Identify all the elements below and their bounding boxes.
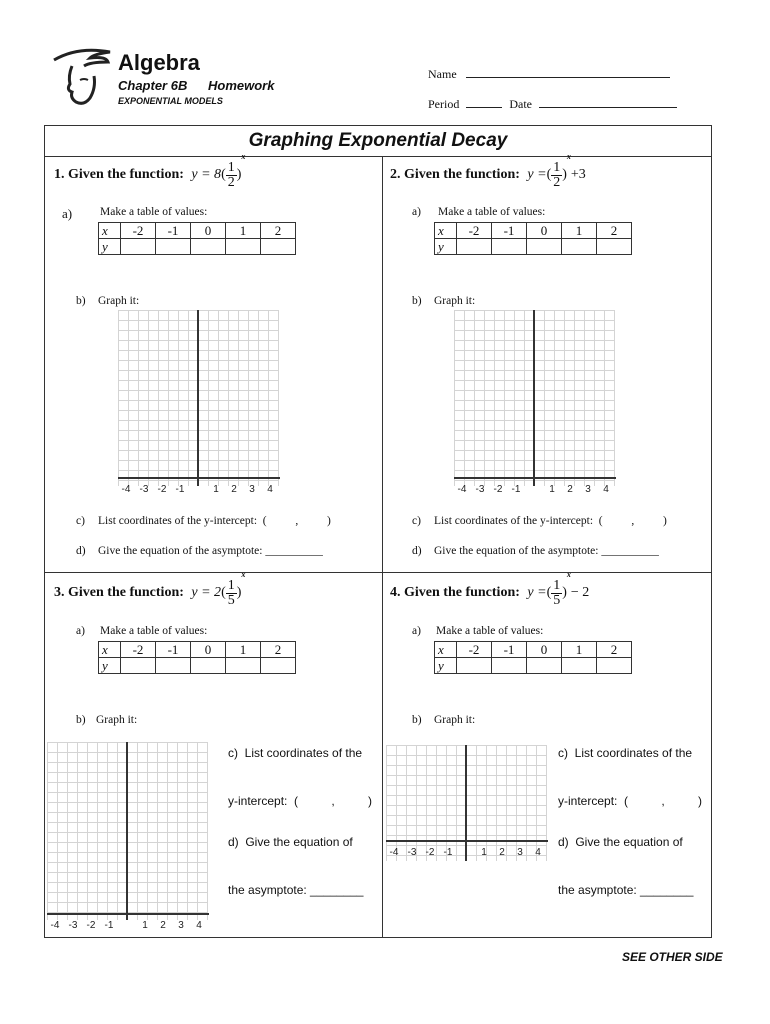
axis-tick-label: -4 [457,484,467,495]
table-y-cell[interactable] [492,239,527,255]
axis-tick-label: -1 [443,847,453,858]
table-x-header: x [435,223,457,239]
table-y-cell[interactable] [156,658,191,674]
problem-4-values-table [434,641,632,674]
problem-4-part-c-line1: c) List coordinates of the [558,746,693,760]
problem-4-b-label: b) [412,714,422,726]
problem-2-values-table [434,222,632,255]
table-y-cell[interactable] [457,658,492,674]
axis-tick-label: 4 [603,484,609,495]
problem-2-b-label: b) [412,295,422,307]
problem-2-number: 2. [390,167,401,183]
table-y-cell[interactable] [226,658,261,674]
problem-1-number: 1. [54,167,65,183]
problem-1-values-table [98,222,296,255]
problem-1-exponent: x [241,152,246,161]
problem-2-part-d: Give the equation of the asymptote: __________ [434,545,659,557]
see-other-side-note: SEE OTHER SIDE [622,950,723,964]
problem-3-part-a: Make a table of values: [100,625,208,637]
problem-4-eq-lhs: y = [527,585,547,601]
problem-3-values-table [98,641,296,674]
table-y-cell[interactable] [226,239,261,255]
problem-3-part-b: Graph it: [96,714,138,726]
table-y-cell[interactable] [597,658,632,674]
table-x-cell: -1 [492,223,527,239]
axis-tick-label: 2 [160,920,166,931]
problem-2-part-c: List coordinates of the y-intercept: ( , ) [434,515,667,527]
date-label: Date [509,97,532,111]
table-x-cell: 2 [261,642,296,658]
problem-3-a-label: a) [76,625,85,637]
problem-1-eq-lhs: y = 8 [191,167,222,183]
axis-tick-label: 2 [567,484,573,495]
problem-1-b-label: b) [76,295,86,307]
axis-tick-label: -1 [175,484,185,495]
name-blank[interactable] [466,65,670,78]
problem-4-part-b: Graph it: [434,714,476,726]
axis-tick-label: -4 [50,920,60,931]
table-x-cell: -2 [457,223,492,239]
problem-4-heading: 4. Given the function: y =( $\frac{1}{5}$ )$^x$− 2 [390,570,590,608]
table-x-cell: -1 [156,223,191,239]
problem-2-part-a: Make a table of values: [438,206,546,218]
problem-1-part-b: Graph it: [98,295,140,307]
table-x-cell: -1 [492,642,527,658]
problem-3-part-d [228,802,363,914]
table-x-cell: 1 [562,642,597,658]
table-x-header: x [435,642,457,658]
table-y-cell[interactable] [191,658,226,674]
problem-3-prompt: Given the function: [68,585,184,601]
axis-tick-label: -4 [121,484,131,495]
name-field[interactable] [428,65,670,82]
problem-3-graph-grid[interactable] [47,742,213,934]
axis-tick-label: -1 [104,920,114,931]
problem-2-part-b: Graph it: [434,295,476,307]
table-x-cell: -2 [457,642,492,658]
problem-3-frac-den: 5 [227,592,235,608]
axis-tick-label: 1 [213,484,219,495]
row-divider [45,572,711,573]
topic-subtitle: EXPONENTIAL MODELS [118,96,223,106]
table-x-cell: 1 [226,223,261,239]
table-x-cell: 1 [226,642,261,658]
problem-4-part-c-line2: y-intercept: ( , ) [558,794,703,808]
table-y-cell[interactable] [562,658,597,674]
table-y-cell[interactable] [261,239,296,255]
date-blank[interactable] [539,95,677,108]
table-x-header: x [99,223,121,239]
table-x-header: x [99,642,121,658]
problem-4-graph-grid[interactable] [386,745,552,935]
problem-3-b-label: b) [76,714,86,726]
table-x-cell: 0 [527,223,562,239]
table-y-cell[interactable] [597,239,632,255]
axis-tick-label: 3 [249,484,255,495]
problem-1-graph-grid[interactable] [118,310,284,500]
table-x-cell: -2 [121,642,156,658]
problem-1-prompt: Given the function: [68,167,184,183]
homework-label: Homework [208,78,275,93]
table-y-cell[interactable] [492,658,527,674]
problem-2-frac-num: 1 [553,159,561,175]
axis-tick-label: -2 [86,920,96,931]
problem-2-eq-lhs: y = [527,167,547,183]
table-x-cell: 0 [191,642,226,658]
period-label: Period [428,97,460,111]
problem-1-part-c: List coordinates of the y-intercept: ( , ) [98,515,331,527]
problem-4-part-d [558,802,693,914]
axis-tick-label: 1 [481,847,487,858]
table-x-cell: 2 [597,223,632,239]
table-y-cell[interactable] [191,239,226,255]
problem-1-heading: 1. Given the function: y = 8( $\frac{1}{2}$ )$^x$ [54,152,246,190]
problem-2-a-label: a) [412,206,421,218]
axis-tick-label: -3 [139,484,149,495]
table-x-cell: 1 [562,223,597,239]
problem-2-heading: 2. Given the function: y =( $\frac{1}{2}$ )$^x$+3 [390,152,586,190]
axis-tick-label: -4 [389,847,399,858]
problem-4-part-d-line2: the asymptote: ________ [558,883,694,897]
problem-3-part-d-line1: d) Give the equation of [228,835,353,849]
axis-tick-label: 3 [178,920,184,931]
problem-1-d-label: d) [76,545,86,557]
problem-3-part-c-line1: c) List coordinates of the [228,746,363,760]
problem-1-part-a: Make a table of values: [100,206,208,218]
problem-2-c-label: c) [412,515,421,527]
axis-tick-label: 4 [535,847,541,858]
axis-tick-label: -2 [493,484,503,495]
table-x-cell: 2 [597,642,632,658]
axis-tick-label: -3 [475,484,485,495]
problem-1-frac-num: 1 [227,159,235,175]
table-y-cell[interactable] [562,239,597,255]
table-y-cell[interactable] [121,658,156,674]
problem-3-eq-lhs: y = 2 [191,585,222,601]
table-y-cell[interactable] [156,239,191,255]
table-y-cell[interactable] [121,239,156,255]
problem-2-frac-den: 2 [553,174,561,190]
problem-2-prompt: Given the function: [404,167,520,183]
axis-tick-label: -1 [511,484,521,495]
axis-tick-label: 4 [267,484,273,495]
problem-2-exponent: x [566,152,571,161]
table-x-cell: -2 [121,223,156,239]
problem-3-number: 3. [54,585,65,601]
axis-tick-label: 1 [142,920,148,931]
problem-3-heading: 3. Given the function: y = 2( $\frac{1}{5}$ )$^x$ [54,570,246,608]
problem-1-part-d: Give the equation of the asymptote: __________ [98,545,323,557]
problem-4-frac-den: 5 [553,592,561,608]
problem-4-eq-tail: − 2 [570,585,590,601]
column-divider [382,156,383,938]
worksheet-title: Graphing Exponential Decay [248,130,508,151]
table-y-cell[interactable] [261,658,296,674]
course-title: Algebra [118,50,200,75]
problem-3-frac-num: 1 [227,577,235,593]
axis-tick-label: -2 [425,847,435,858]
problem-4-number: 4. [390,585,401,601]
axis-tick-label: 3 [517,847,523,858]
table-y-header: y [435,239,457,255]
table-y-header: y [99,239,121,255]
problem-4-part-d-line1: d) Give the equation of [558,835,683,849]
problem-4-prompt: Given the function: [404,585,520,601]
table-y-cell[interactable] [457,239,492,255]
problem-4-exponent: x [566,570,571,579]
table-y-cell[interactable] [527,658,562,674]
problem-3-exponent: x [241,570,246,579]
table-x-cell: 0 [191,223,226,239]
table-x-cell: -1 [156,642,191,658]
problem-2-eq-tail: +3 [570,167,586,183]
chapter-label: Chapter 6B [118,78,188,93]
axis-tick-label: 1 [549,484,555,495]
axis-tick-label: 2 [499,847,505,858]
problem-3-part-d-line2: the asymptote: ________ [228,883,364,897]
problem-1-c-label: c) [76,515,85,527]
axis-tick-label: 3 [585,484,591,495]
table-y-cell[interactable] [527,239,562,255]
table-x-cell: 2 [261,223,296,239]
axis-tick-label: -3 [407,847,417,858]
problem-2-graph-grid[interactable] [454,310,620,500]
problem-1-frac-den: 2 [227,174,235,190]
problem-2-d-label: d) [412,545,422,557]
problem-3-part-c-line2: y-intercept: ( , ) [228,794,373,808]
problem-4-frac-num: 1 [553,577,561,593]
period-blank[interactable] [466,95,502,108]
worksheet-banner [45,126,711,157]
axis-tick-label: 4 [196,920,202,931]
name-label: Name [428,67,457,81]
period-date-field [428,95,677,112]
axis-tick-label: -2 [157,484,167,495]
logo-icon [50,46,114,110]
table-x-cell: 0 [527,642,562,658]
problem-1-a-label: a) [62,206,73,221]
axis-tick-label: -3 [68,920,78,931]
table-y-header: y [435,658,457,674]
problem-4-part-a: Make a table of values: [436,625,544,637]
axis-tick-label: 2 [231,484,237,495]
table-y-header: y [99,658,121,674]
problem-4-a-label: a) [412,625,421,637]
